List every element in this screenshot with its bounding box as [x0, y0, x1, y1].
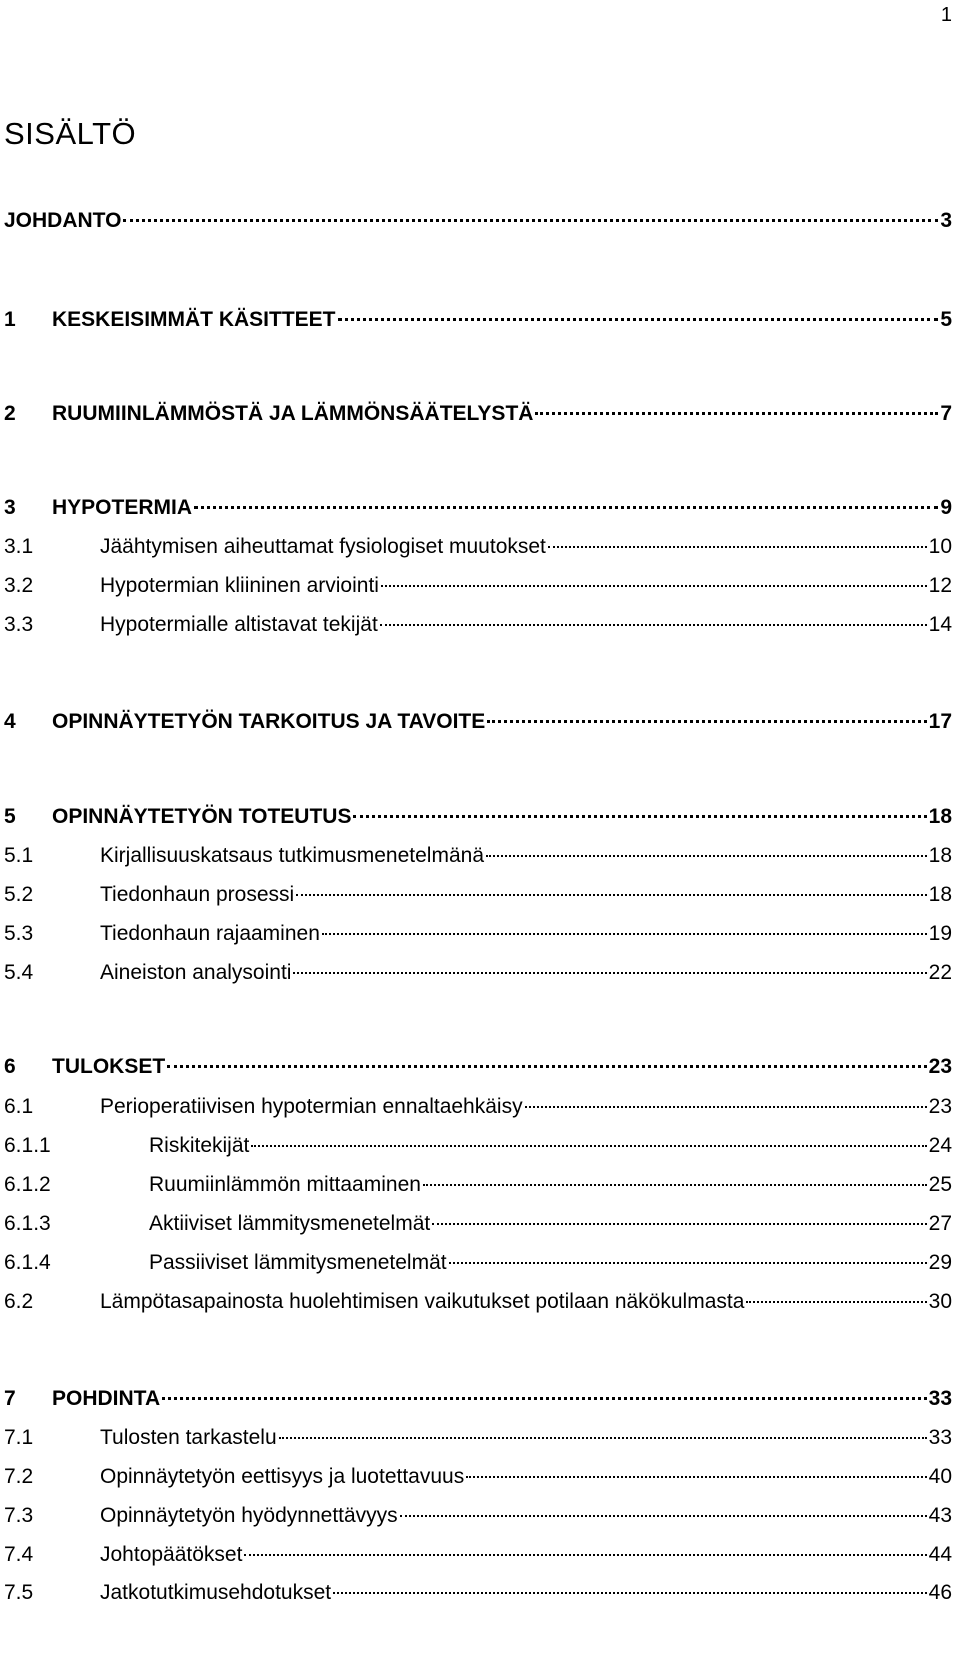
toc-entry[interactable]: [4, 707, 952, 737]
toc-entry-label: Tulosten tarkastelu: [100, 1426, 277, 1449]
toc-entry[interactable]: [4, 1092, 952, 1122]
toc-entry-number: 6.1.2: [4, 1173, 51, 1196]
toc-entry-page: 12: [928, 574, 952, 597]
toc-entry[interactable]: [4, 1248, 952, 1278]
toc-entry[interactable]: [4, 399, 952, 429]
toc-entry-label: Johtopäätökset: [100, 1543, 243, 1566]
toc-entry-label: Aktiiviset lämmitysmenetelmät: [149, 1212, 431, 1235]
toc-entry[interactable]: [4, 1170, 952, 1200]
dot-leader: [548, 545, 927, 548]
toc-entry-page: 33: [928, 1426, 952, 1449]
toc-entry-number: 7.4: [4, 1543, 34, 1566]
toc-entry[interactable]: [4, 532, 952, 562]
toc-entry-number: 1: [4, 308, 16, 331]
toc-entry-label: Perioperatiivisen hypotermian ennaltaehkäisy: [100, 1095, 523, 1118]
toc-entry-number: 6: [4, 1055, 16, 1078]
toc-entry[interactable]: [4, 305, 952, 335]
toc-entry[interactable]: [4, 1287, 952, 1317]
toc-entry-page: 3: [940, 209, 952, 232]
toc-entry-number: 7: [4, 1387, 16, 1410]
dot-leader: [535, 411, 938, 415]
toc-entry-number: 3.1: [4, 535, 34, 558]
toc-entry[interactable]: [4, 1052, 952, 1082]
dot-leader: [338, 317, 939, 321]
toc-entry-page: 33: [928, 1387, 952, 1410]
toc-entry-label: Opinnäytetyön hyödynnettävyys: [100, 1504, 398, 1527]
toc-entry-number: 5.3: [4, 922, 34, 945]
dot-leader: [432, 1222, 926, 1225]
dot-leader: [380, 623, 927, 626]
toc-entry-number: 7.3: [4, 1504, 34, 1527]
toc-entry-page: 43: [928, 1504, 952, 1527]
dot-leader: [746, 1300, 926, 1303]
toc-entry-number: 6.2: [4, 1290, 34, 1313]
toc-entry-page: 14: [928, 613, 952, 636]
dot-leader: [449, 1261, 927, 1264]
toc-entry[interactable]: [4, 1384, 952, 1414]
toc-entry-page: 18: [928, 883, 952, 906]
dot-leader: [400, 1514, 927, 1517]
dot-leader: [353, 814, 926, 818]
dot-leader: [486, 854, 927, 857]
toc-entry-label: OPINNÄYTETYÖN TOTEUTUS: [52, 805, 352, 828]
toc-entry-number: 6.1.3: [4, 1212, 51, 1235]
dot-leader: [244, 1553, 926, 1556]
dot-leader: [333, 1591, 927, 1594]
toc-entry-label: Jäähtymisen aiheuttamat fysiologiset muutokset: [100, 535, 546, 558]
dot-leader: [423, 1183, 927, 1186]
toc-entry[interactable]: [4, 1540, 952, 1570]
dot-leader: [279, 1436, 927, 1439]
toc-entry-page: 23: [928, 1095, 952, 1118]
page-title: SISÄLTÖ: [4, 116, 137, 151]
dot-leader: [251, 1144, 926, 1147]
dot-leader: [123, 218, 938, 222]
toc-entry-page: 24: [928, 1134, 952, 1157]
toc-entry[interactable]: [4, 1209, 952, 1239]
dot-leader: [293, 971, 926, 974]
toc-entry-number: 5.1: [4, 844, 34, 867]
toc-entry-label: Tiedonhaun prosessi: [100, 883, 295, 906]
toc-entry-page: 30: [928, 1290, 952, 1313]
toc-entry-label: Riskitekijät: [149, 1134, 250, 1157]
toc-entry-label: Ruumiinlämmön mittaaminen: [149, 1173, 421, 1196]
toc-entry[interactable]: [4, 1131, 952, 1161]
dot-leader: [466, 1475, 926, 1478]
toc-entry-page: 9: [940, 496, 952, 519]
toc-entry[interactable]: [4, 1501, 952, 1531]
toc-entry-number: 5: [4, 805, 16, 828]
toc-entry-label: HYPOTERMIA: [52, 496, 193, 519]
toc-entry-page: 22: [928, 961, 952, 984]
toc-entry-number: 7.1: [4, 1426, 34, 1449]
toc-entry-number: 7.5: [4, 1581, 34, 1604]
toc-entry-page: 29: [928, 1251, 952, 1274]
toc-entry-number: 6.1.1: [4, 1134, 51, 1157]
toc-entry[interactable]: [4, 1578, 952, 1608]
toc-entry-page: 10: [928, 535, 952, 558]
toc-entry[interactable]: [4, 802, 952, 832]
toc-entry-page: 23: [928, 1055, 952, 1078]
toc-entry[interactable]: [4, 493, 952, 523]
toc-entry-page: 25: [928, 1173, 952, 1196]
toc-entry-label: Aineiston analysointi: [100, 961, 292, 984]
dot-leader: [194, 505, 938, 509]
toc-entry-number: 2: [4, 402, 16, 425]
toc-entry-page: 5: [940, 308, 952, 331]
toc-entry-label: Hypotermialle altistavat tekijät: [100, 613, 378, 636]
toc-entry-label: Hypotermian kliininen arviointi: [100, 574, 379, 597]
dot-leader: [322, 932, 927, 935]
toc-entry-page: 7: [940, 402, 952, 425]
toc-entry-page: 19: [928, 922, 952, 945]
toc-entry-number: 4: [4, 710, 16, 733]
dot-leader: [167, 1064, 926, 1068]
toc-entry-label: POHDINTA: [52, 1387, 161, 1410]
toc-entry-number: 6.1: [4, 1095, 34, 1118]
toc-entry-number: 6.1.4: [4, 1251, 51, 1274]
toc-entry[interactable]: [4, 880, 952, 910]
toc-entry-label: RUUMIINLÄMMÖSTÄ JA LÄMMÖNSÄÄTELYSTÄ: [52, 402, 534, 425]
toc-entry-label: OPINNÄYTETYÖN TARKOITUS JA TAVOITE: [52, 710, 486, 733]
toc-entry-page: 46: [928, 1581, 952, 1604]
toc-entry-label: Kirjallisuuskatsaus tutkimusmenetelmänä: [100, 844, 484, 867]
toc-entry-label: JOHDANTO: [4, 209, 122, 232]
toc-entry-page: 27: [928, 1212, 952, 1235]
toc-entry-label: TULOKSET: [52, 1055, 166, 1078]
toc-entry-label: Opinnäytetyön eettisyys ja luotettavuus: [100, 1465, 465, 1488]
toc-entry-label: KESKEISIMMÄT KÄSITTEET: [52, 308, 336, 331]
toc-entry-label: Lämpötasapainosta huolehtimisen vaikutukset potilaan näkökulmasta: [100, 1290, 745, 1313]
dot-leader: [487, 719, 926, 723]
toc-entry[interactable]: [4, 1423, 952, 1453]
dot-leader: [162, 1396, 927, 1400]
toc-entry[interactable]: [4, 958, 952, 988]
toc-entry-number: 5.4: [4, 961, 34, 984]
toc-entry-label: Passiiviset lämmitysmenetelmät: [149, 1251, 447, 1274]
toc-entry[interactable]: [4, 571, 952, 601]
toc-entry-page: 18: [928, 805, 952, 828]
toc-entry-page: 18: [928, 844, 952, 867]
toc-entry-number: 3.2: [4, 574, 34, 597]
toc-entry-number: 5.2: [4, 883, 34, 906]
toc-entry-page: 17: [928, 710, 952, 733]
toc-entry-label: Tiedonhaun rajaaminen: [100, 922, 320, 945]
dot-leader: [296, 893, 926, 896]
toc-entry[interactable]: [4, 610, 952, 640]
toc-entry[interactable]: [4, 841, 952, 871]
toc-entry-label: Jatkotutkimusehdotukset: [100, 1581, 332, 1604]
toc-entry-number: 7.2: [4, 1465, 34, 1488]
toc-entry-number: 3.3: [4, 613, 34, 636]
toc-entry[interactable]: [4, 206, 952, 236]
dot-leader: [381, 584, 927, 587]
toc-entry[interactable]: [4, 1462, 952, 1492]
toc-entry-number: 3: [4, 496, 16, 519]
toc-entry-page: 40: [928, 1465, 952, 1488]
toc-entry-page: 44: [928, 1543, 952, 1566]
page-number: 1: [940, 4, 952, 26]
dot-leader: [525, 1105, 927, 1108]
toc-entry[interactable]: [4, 919, 952, 949]
